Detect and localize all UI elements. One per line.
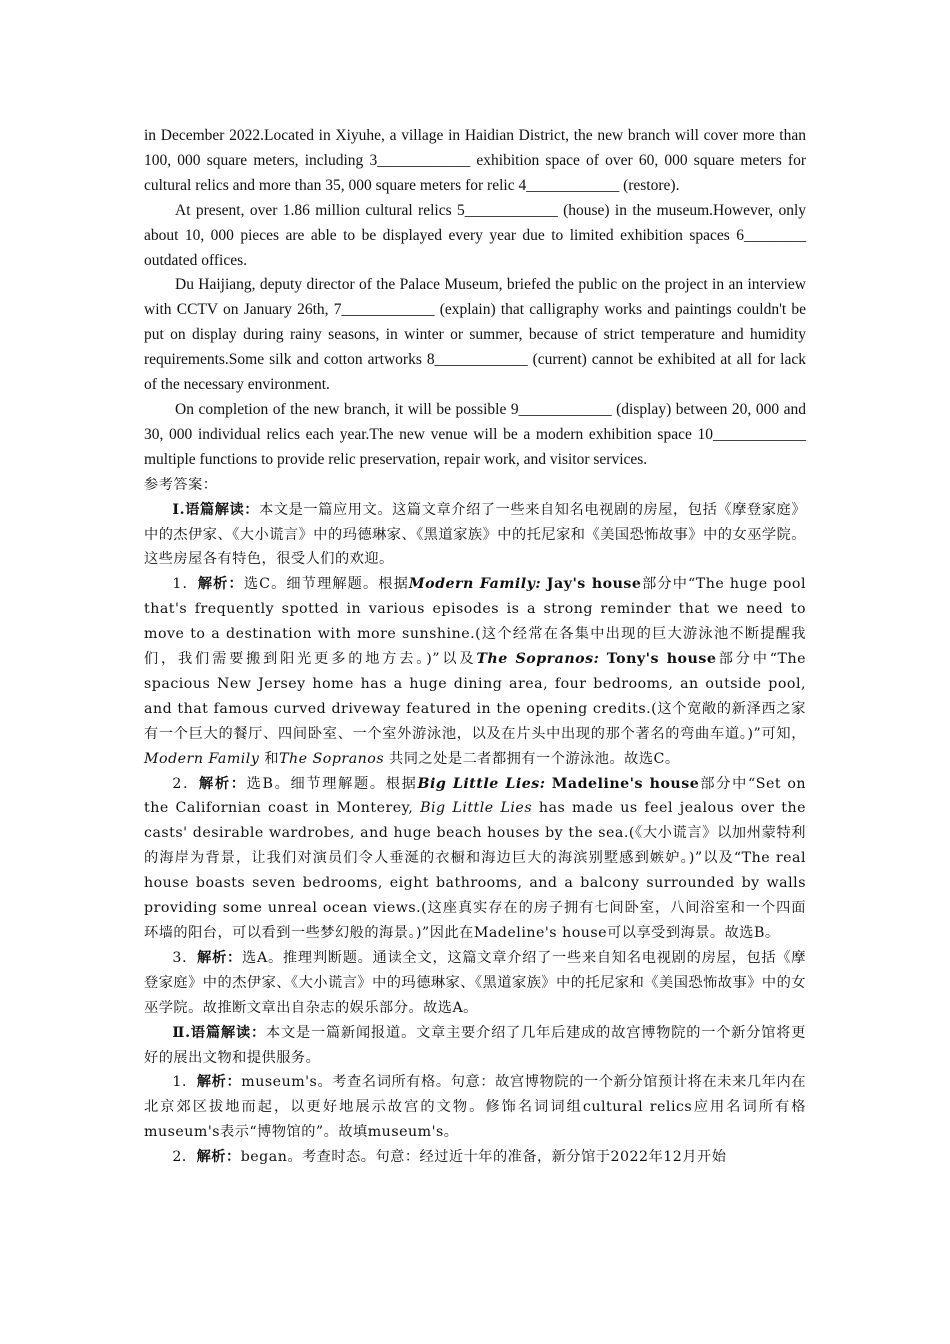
answer-ii-2	[144, 1145, 806, 1170]
section-name: Tony's house	[606, 651, 717, 668]
show-title: The Sopranos	[279, 750, 385, 767]
answer-text: has made us feel jealous over the casts' desirable wardrobes, and huge beach houses by the sea.(《大小谎言》以加州蒙特利的海岸为背景，让我们对演员们令人垂涎的衣橱和海边巨大的海滨别墅感到嫉妒。)”以及“The real house boasts seven bedrooms, eight bathrooms, and a balcony surrounded by walls providing some unreal ocean views.(这座真实存在的房子拥有七间卧室，八间浴室和一个四面环墙的阳台，可以看到一些梦幻般的海景。)”因此在Madeline's house可以享受到海景。故选B。	[144, 800, 807, 941]
answer-number: 3．	[172, 949, 198, 966]
answer-number: 1．	[172, 576, 198, 593]
passage-paragraph: in December 2022.Located in Xiyuhe, a village in Haidian District, the new branch will cover more than 100, 000 square meters, including 3____________ exhibition space of over 60, 000 square meters for cultural relics and more than 35, 000 square meters for relic 4____________ (restore).	[144, 127, 806, 194]
answer-1	[144, 572, 806, 771]
answer-text: 和	[264, 750, 280, 767]
section-name: Madeline's house	[551, 775, 700, 792]
answer-text: 共同之处是二者都拥有一个游泳池。故选C。	[389, 750, 680, 767]
answer-text: 部分中“The huge pool that's frequently spotted in various episodes is a strong reminder that we need to move to a destination with more sunshine.(这个经常在各集中出现的巨大游泳池不断提醒我们，我们需要搬到阳光更多的地方去。)”以及	[144, 576, 806, 668]
passage-paragraph: At present, over 1.86 million cultural relics 5____________ (house) in the museum.However, only about 10, 000 pieces are able to be displayed every year due to limited exhibition spaces 6________ outdated offices.	[144, 201, 806, 269]
answer-ii-1	[144, 1070, 806, 1145]
passage-paragraph: Du Haijiang, deputy director of the Palace Museum, briefed the public on the project in an interview with CCTV on January 26th, 7____________ (explain) that calligraphy works and paintings couldn't be put on display during rainy seasons, in winter or summer, because of strict temperature and humidity requirements.Some silk and cotton artworks 8____________ (current) cannot be exhibited at all for lack of the necessary environment.	[144, 276, 806, 394]
analysis-label: 解析：	[198, 775, 247, 792]
answer-text: 部分中“Set on the Californian coast in Monterey,	[144, 775, 806, 817]
section-label: Ⅰ.语篇解读：	[172, 501, 260, 518]
show-title: Big Little Lies	[420, 800, 533, 817]
section-label: Ⅱ.语篇解读：	[172, 1024, 266, 1041]
answer-text: began。考查时态。句意：经过近十年的准备，新分馆于2022年12月开始	[240, 1149, 727, 1166]
answer-number: 2．	[172, 1149, 197, 1166]
analysis-label: 解析：	[196, 1074, 242, 1091]
analysis-label: 解析：	[197, 576, 244, 593]
show-title: Big Little Lies:	[417, 775, 546, 792]
section-name: Jay's house	[546, 576, 642, 593]
answer-number: 2．	[172, 775, 199, 792]
answer-number: 1．	[172, 1074, 197, 1091]
show-title: Modern Family	[144, 750, 260, 767]
answer-2	[144, 772, 806, 946]
answer-3	[144, 946, 806, 1021]
answer-text: 选A。推理判断题。通读全文，这篇文章介绍了一些来自知名电视剧的房屋，包括《摩登家庭》中的杰伊家、《大小谎言》中的玛德琳家、《黑道家族》中的托尼家和《美国恐怖故事》中的女巫学院。故推断文章出自杂志的娱乐部分。故选A。	[144, 949, 806, 1016]
analysis-label: 解析：	[197, 949, 242, 966]
section-2-interpretation	[144, 1021, 806, 1071]
answer-text: 部分中“The spacious New Jersey home has a huge dining area, four bedrooms, an outside pool, and that famous curved driveway featured in the opening credits.(这个宽敞的新泽西之家有一个巨大的餐厅、四间卧室、一个室外游泳池，以及在片头中出现的那个著名的弯曲车道。)”可知，	[144, 651, 806, 742]
passage-paragraph: On completion of the new branch, it will be possible 9____________ (display) between 20, 000 and 30, 000 individual relics each year.The new venue will be a modern exhibition space 10____________ multiple functions to provide relic preservation, repair work, and visitor services.	[144, 400, 806, 468]
section-text: 本文是一篇新闻报道。文章主要介绍了几年后建成的故宫博物院的一个新分馆将更好的展出文物和提供服务。	[144, 1024, 806, 1066]
section-text: 本文是一篇应用文。这篇文章介绍了一些来自知名电视剧的房屋，包括《摩登家庭》中的杰伊家、《大小谎言》中的玛德琳家、《黑道家族》中的托尼家和《美国恐怖故事》中的女巫学院。这些房屋各有特色，很受人们的欢迎。	[144, 501, 807, 568]
answer-text: museum's。考查名词所有格。句意：故宫博物院的一个新分馆预计将在未来几年内在北京郊区拔地而起，以更好地展示故宫的文物。修饰名词词组cultural relics应用名词所有格museum's表示“博物馆的”。故填museum's。	[144, 1074, 807, 1141]
section-1-interpretation	[144, 498, 806, 573]
document-page	[144, 124, 806, 1170]
show-title: The Sopranos:	[476, 651, 600, 668]
answer-heading: 参考答案：	[144, 476, 218, 493]
answer-text: 选C。细节理解题。根据	[243, 576, 409, 593]
show-title: Modern Family:	[408, 576, 542, 593]
answer-text: 选B。细节理解题。根据	[246, 775, 418, 792]
analysis-label: 解析：	[196, 1149, 241, 1166]
